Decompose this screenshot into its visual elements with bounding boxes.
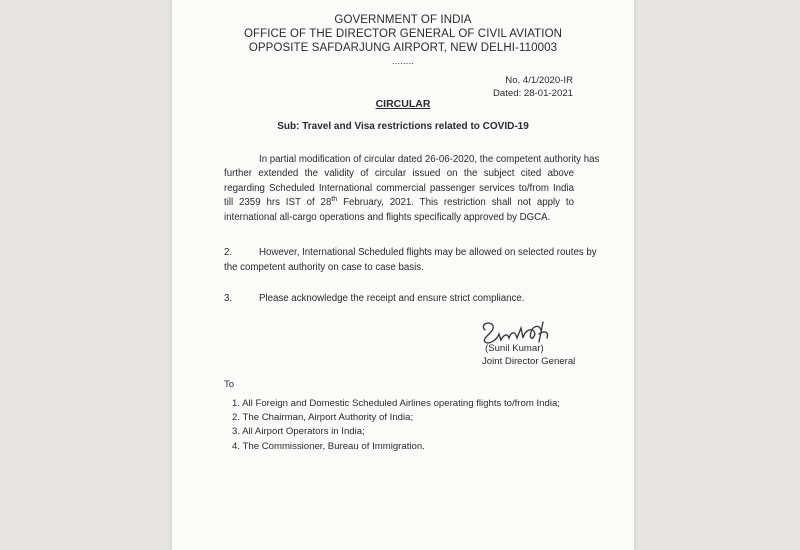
recipient-item: 4. The Commissioner, Bureau of Immigration.: [232, 441, 425, 452]
subject-line: Sub: Travel and Visa restrictions related to COVID-19: [277, 121, 529, 132]
paragraph-1-body: further extended the validity of circular issued on the subject cited above regarding Scheduled International commercial passenger services to/from India till 2359 hrs IST of 28th February, 2021. This restriction shall not apply to international all-cargo operations and flights specifically approved by DGCA.: [224, 168, 574, 223]
paragraph-1-first-line: In partial modification of circular dated 26-06-2020, the competent authority has: [259, 154, 600, 165]
signatory-name: (Sunil Kumar): [485, 343, 544, 354]
paragraph-2-first-line: However, International Scheduled flights may be allowed on selected routes by: [259, 247, 597, 258]
header-dots: ........: [391, 56, 415, 67]
reference-date: Dated: 28-01-2021: [492, 88, 573, 99]
header-government: GOVERNMENT OF INDIA: [334, 14, 472, 26]
reference-number: No. 4/1/2020-IR: [505, 75, 573, 86]
recipient-item: 2. The Chairman, Airport Authority of India;: [232, 412, 414, 423]
paragraph-2-second-line: the competent authority on case to case basis.: [224, 262, 424, 273]
paragraph-2-number: 2.: [224, 247, 233, 258]
header-address: OPPOSITE SAFDARJUNG AIRPORT, NEW DELHI-110003: [248, 42, 558, 54]
recipients-to: To: [224, 379, 235, 390]
signatory-designation: Joint Director General: [482, 356, 576, 367]
recipient-item: 3. All Airport Operators in India;: [232, 426, 365, 437]
superscript-th: th: [331, 195, 338, 203]
paragraph-3-number: 3.: [224, 293, 233, 304]
circular-document: [172, 0, 634, 550]
document-title: CIRCULAR: [375, 98, 431, 110]
paragraph-3-text: Please acknowledge the receipt and ensure strict compliance.: [259, 293, 525, 304]
recipient-item: 1. All Foreign and Domestic Scheduled Airlines operating flights to/from India;: [232, 398, 560, 409]
header-office: OFFICE OF THE DIRECTOR GENERAL OF CIVIL AVIATION: [243, 28, 563, 40]
